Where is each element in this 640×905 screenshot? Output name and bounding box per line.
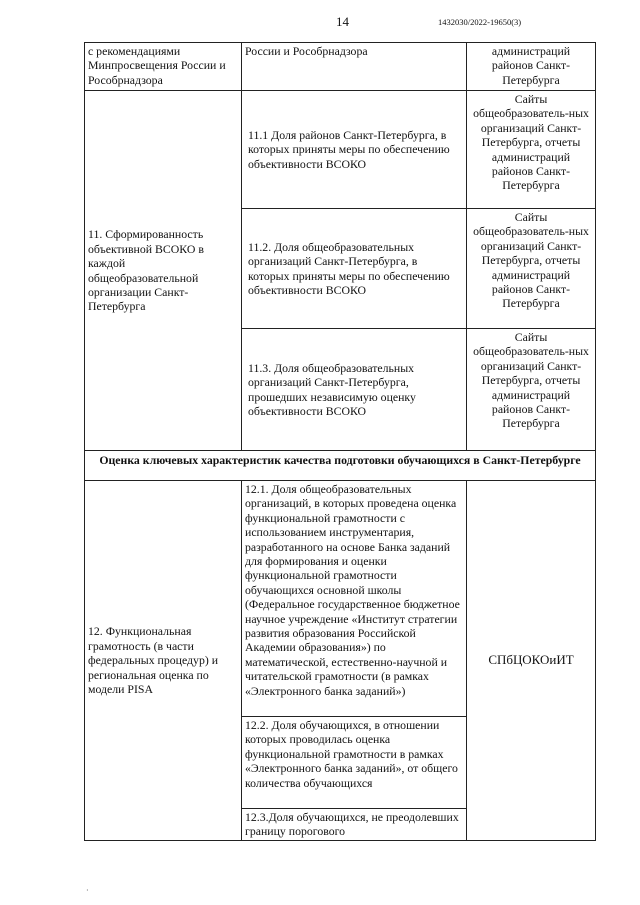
indicator-11-2: 11.2. Доля общеобразовательных организаций Санкт-Петербурга, в которых приняты меры по обеспечению объективности ВСОКО — [242, 209, 467, 329]
section-row — [85, 451, 596, 481]
top-indicator-cell: России и Рособрнадзора — [242, 43, 467, 91]
source-11-2: Сайты общеобразователь-ных организаций Санкт-Петербурга, отчеты администраций районов Санкт-Петербурга — [467, 209, 596, 329]
section-title: Оценка ключевых характеристик качества подготовки обучающихся в Санкт-Петербурге — [85, 451, 596, 481]
indicator-11-1: 11.1 Доля районов Санкт-Петербурга, в которых приняты меры по обеспечению объективности ВСОКО — [242, 91, 467, 209]
source-11-3: Сайты общеобразователь-ных организаций Санкт-Петербурга, отчеты администраций районов Санкт-Петербурга — [467, 329, 596, 451]
indicators-table — [84, 42, 596, 841]
table-row-11-1 — [85, 91, 596, 209]
table-row-top — [85, 43, 596, 91]
indicator-11-3: 11.3. Доля общеобразовательных организаций Санкт-Петербурга, прошедших независимую оценку объективности ВСОКО — [242, 329, 467, 451]
indicator-12-2: 12.2. Доля обучающихся, в отношении которых проводилась оценка функциональной грамотности в рамках «Электронного банка заданий», от общего количества обучающихся — [242, 717, 467, 809]
source-11-1: Сайты общеобразователь-ных организаций Санкт-Петербурга, отчеты администраций районов Санкт-Петербурга — [467, 91, 596, 209]
table-row-12-1 — [85, 481, 596, 717]
goal-11-cell: 11. Сформированность объективной ВСОКО в каждой общеобразовательной организации Санкт-Петербурга — [85, 91, 242, 451]
page-mark: · — [86, 886, 89, 895]
indicator-12-1: 12.1. Доля общеобразовательных организаций, в которых проведена оценка функциональной грамотности с использованием инструментария, разработанного на основе Банка заданий для формирования и оценки функциональной грамотности обучающихся основной школы (Федеральное государственное бюджетное научное учреждение «Институт стратегии развития образования Российской Академии образования») по математической, естественно-научной и читательской грамотности (в рамках «Электронного банка заданий») — [242, 481, 467, 717]
source-12-cell: СПбЦОКОиИТ — [467, 481, 596, 841]
top-goal-cell: с рекомендациями Минпросвещения России и Рособрнадзора — [85, 43, 242, 91]
page-number: 14 — [336, 14, 349, 29]
indicator-12-3: 12.3.Доля обучающихся, не преодолевших границу порогового — [242, 809, 467, 841]
document-code: 1432030/2022-19650(3) — [438, 17, 522, 27]
goal-12-cell: 12. Функциональная грамотность (в части федеральных процедур) и региональная оценка по модели PISA — [85, 481, 242, 841]
top-source-cell: администраций районов Санкт-Петербурга — [467, 43, 596, 91]
